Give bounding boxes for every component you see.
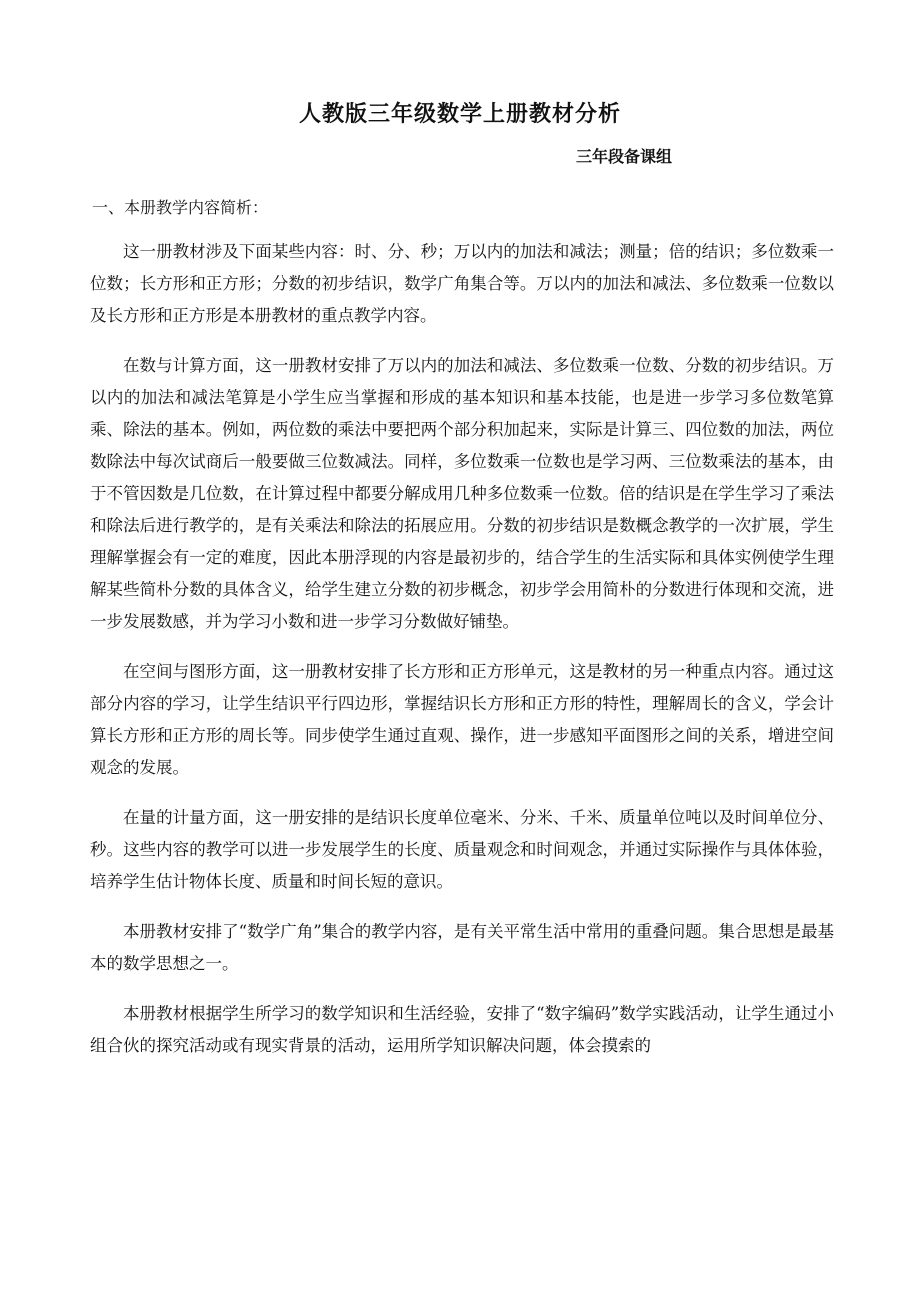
section-heading: 一、本册教学内容简析： bbox=[92, 198, 269, 217]
paragraph-math-wide-angle: 本册教材安排了“数学广角”集合的教学内容，是有关平常生活中常用的重叠问题。集合思想是最基本的数学思想之一。 bbox=[90, 922, 834, 973]
paragraph-practice-activity: 本册教材根据学生所学习的数学知识和生活经验，安排了“数字编码”数学实践活动，让学生通过小组合伙的探究活动或有现实背景的活动，运用所学知识解决问题，体会摸索的 bbox=[90, 1004, 834, 1055]
paragraph-space-and-shapes: 在空间与图形方面，这一册教材安排了长方形和正方形单元，这是教材的另一种重点内容。通过这部分内容的学习，让学生结识平行四边形，掌握结识长方形和正方形的特性，理解周长的含义，学会计算长方形和正方形的周长等。同步使学生通过直观、操作，进一步感知平面图形之间的关系，增进空间观念的发展。 bbox=[90, 662, 834, 777]
document-body bbox=[90, 236, 834, 1080]
paragraph-number-and-calculation: 在数与计算方面，这一册教材安排了万以内的加法和减法、多位数乘一位数、分数的初步结识。万以内的加法和减法笔算是小学生应当掌握和形成的基本知识和基本技能，也是进一步学习多位数笔算乘、除法的基本。例如，两位数的乘法中要把两个部分积加起来，实际是计算三、四位数的加法，两位数除法中每次试商后一般要做三位数减法。同样，多位数乘一位数也是学习两、三位数乘法的基本，由于不管因数是几位数，在计算过程中都要分解成用几种多位数乘一位数。倍的结识是在学生学习了乘法和除法后进行教学的，是有关乘法和除法的拓展应用。分数的初步结识是数概念教学的一次扩展，学生理解掌握会有一定的难度，因此本册浮现的内容是最初步的，结合学生的生活实际和具体实例使学生理解某些简朴分数的具体含义，给学生建立分数的初步概念，初步学会用简朴的分数进行体现和交流，进一步发展数感，并为学习小数和进一步学习分数做好铺垫。 bbox=[90, 356, 834, 631]
paragraph-content-summary: 这一册教材涉及下面某些内容：时、分、秒；万以内的加法和减法；测量；倍的结识；多位数乘一位数；长方形和正方形；分数的初步结识，数学广角集合等。万以内的加法和减法、多位数乘一位数以及长方形和正方形是本册教材的重点教学内容。 bbox=[90, 242, 834, 325]
paragraph-measurement: 在量的计量方面，这一册安排的是结识长度单位毫米、分米、千米、质量单位吨以及时间单位分、秒。这些内容的教学可以进一步发展学生的长度、质量观念和时间观念，并通过实际操作与具体体验，培养学生估计物体长度、质量和时间长短的意识。 bbox=[90, 808, 834, 891]
document-author: 三年段备课组 bbox=[576, 147, 673, 166]
document-title: 人教版三年级数学上册教材分析 bbox=[298, 101, 621, 127]
